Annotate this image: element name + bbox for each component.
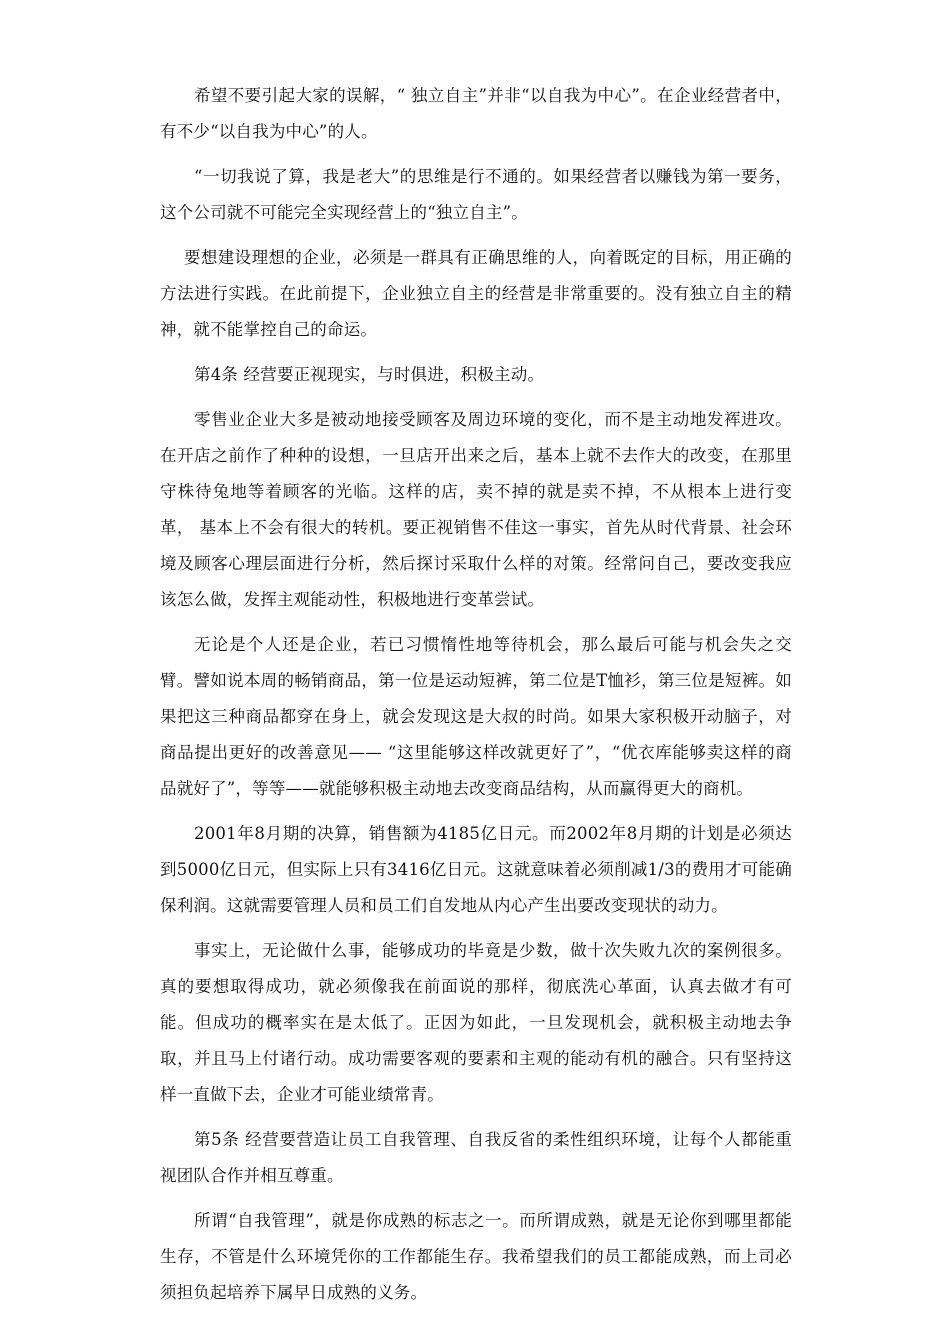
paragraph-1: 希望不要引起大家的误解，“ 独立自主”并非“以自我为中心”。在企业经营者中，有不少“以自我为中心”的人。 xyxy=(160,86,792,141)
paragraph-3: 要想建设理想的企业，必须是一群具有正确思维的人，向着既定的目标，用正确的方法进行实践。在此前提下，企业独立自主的经营是非常重要的。没有独立自主的精神，就不能掌控自己的命运。 xyxy=(160,248,792,339)
paragraph-8: 事实上，无论做什么事，能够成功的毕竟是少数，做十次失败九次的案例很多。真的要想取得成功，就必须像我在前面说的那样，彻底洗心革面，认真去做才有可能。但成功的概率实在是太低了。正因为如此，一旦发现机会，就积极主动地去争取，并且马上付诸行动。成功需要客观的要素和主观的能动有机的融合。只有坚持这样一直做下去，企业才可能业绩常青。 xyxy=(160,941,792,1104)
article-5-heading: 第5条 经营要营造让员工自我管理、自我反省的柔性组织环境，让每个人都能重视团队合作并相互尊重。 xyxy=(160,1130,792,1185)
paragraph-2: “一切我说了算，我是老大”的思维是行不通的。如果经营者以赚钱为第一要务，这个公司就不可能完全实现经营上的“独立自主”。 xyxy=(160,167,792,222)
paragraph-10: 所谓“自我管理”，就是你成熟的标志之一。而所谓成熟，就是无论你到哪里都能生存，不管是什么环境凭你的工作都能生存。我希望我们的员工都能成熟，而上司必须担负起培养下属早日成熟的义务。 xyxy=(160,1211,792,1302)
paragraph-7: 2001年8月期的决算，销售额为4185亿日元。而2002年8月期的计划是必须达到5000亿日元，但实际上只有3416亿日元。这就意味着必须削减1/3的费用才可能确保利润。这就需要管理人员和员工们自发地从内心产生出要改变现状的动力。 xyxy=(160,824,792,915)
paragraph-6: 无论是个人还是企业，若已习惯惰性地等待机会，那么最后可能与机会失之交臂。譬如说本周的畅销商品，第一位是运动短裤，第二位是T恤衫，第三位是短裤。如果把这三种商品都穿在身上，就会发现这是大叔的时尚。如果大家积极开动脑子，对商品提出更好的改善意见—— “这里能够这样改就更好了”，“优衣库能够卖这样的商品就好了”，等等——就能够积极主动地去改变商品结构，从而赢得更大的商机。 xyxy=(160,635,792,798)
paragraph-5: 零售业企业大多是被动地接受顾客及周边环境的变化，而不是主动地发裈进攻。在开店之前作了种种的设想，一旦店开出来之后，基本上就不去作大的改变，在那里守株待兔地等着顾客的光临。这样的店，卖不掉的就是卖不掉，不从根本上进行变革， 基本上不会有很大的转机。要正视销售不佳这一事实，首先从时代背景、社会环境及顾客心理层面进行分析，然后探讨采取什么样的对策。经常问自己，要改变我应该怎么做，发挥主观能动性，积极地进行变革尝试。 xyxy=(160,410,792,609)
document-body xyxy=(160,78,792,1320)
article-4-heading: 第4条 经营要正视现实，与时俱进，积极主动。 xyxy=(194,365,545,384)
